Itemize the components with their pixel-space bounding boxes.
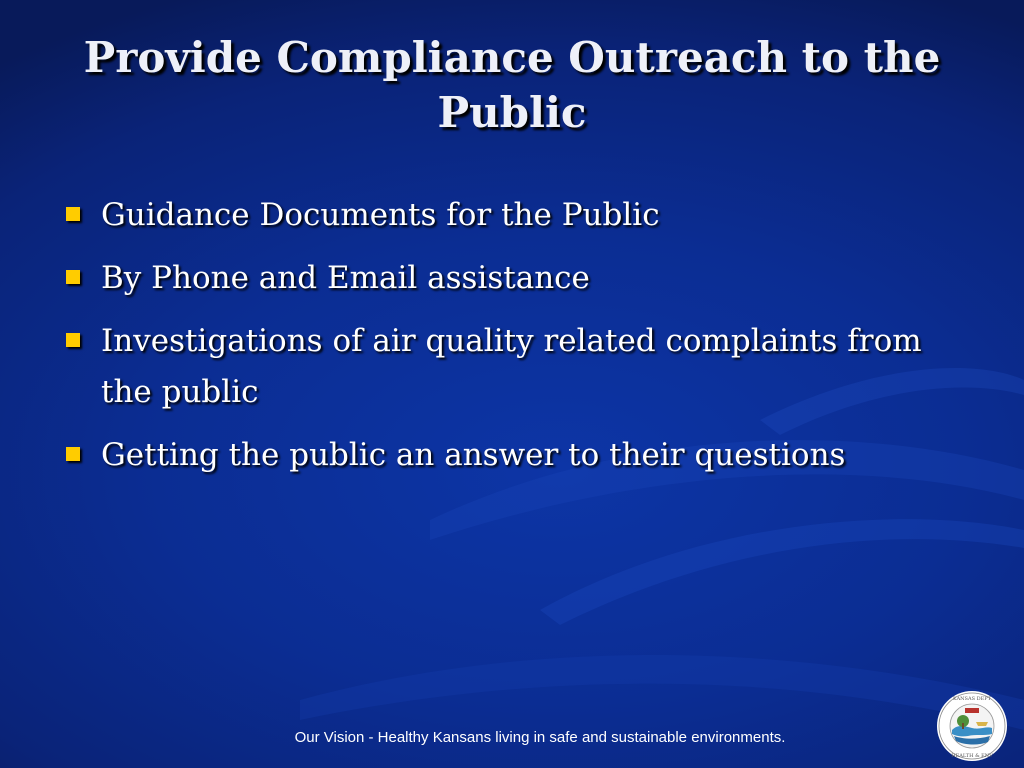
- bullet-text: Getting the public an answer to their questions: [101, 437, 846, 473]
- square-bullet-icon: [66, 333, 80, 347]
- footer-vision-statement: Our Vision - Healthy Kansans living in safe and sustainable environments.: [294, 729, 786, 746]
- list-item: [64, 430, 964, 481]
- list-item: [64, 316, 964, 418]
- bullet-list: [64, 190, 964, 493]
- list-item: [64, 253, 964, 304]
- svg-text:KANSAS DEPT: KANSAS DEPT: [953, 696, 991, 702]
- list-item: [64, 190, 964, 241]
- bullet-text: By Phone and Email assistance: [101, 260, 590, 296]
- slide-title: Provide Compliance Outreach to the Public: [83, 33, 941, 137]
- bullet-text: Guidance Documents for the Public: [101, 197, 660, 233]
- square-bullet-icon: [66, 270, 80, 284]
- square-bullet-icon: [66, 207, 80, 221]
- svg-text:HEALTH & ENV: HEALTH & ENV: [951, 753, 993, 759]
- kdhe-seal-logo: [936, 690, 1008, 762]
- square-bullet-icon: [66, 447, 80, 461]
- bullet-text: Investigations of air quality related complaints from the public: [101, 323, 922, 410]
